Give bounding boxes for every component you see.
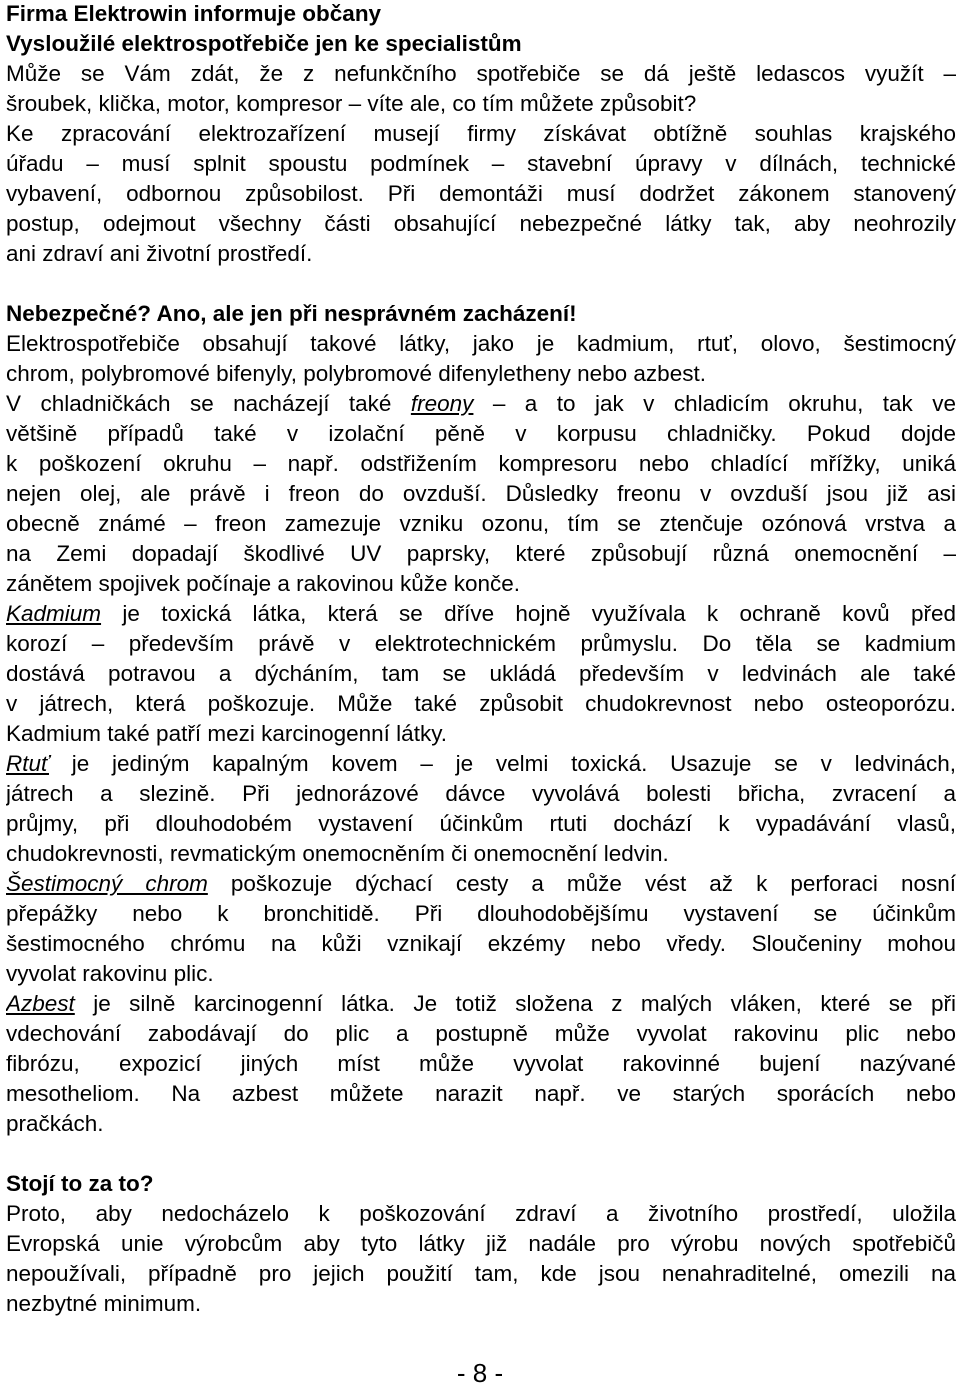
term-rtut: Rtuť (6, 751, 49, 776)
paragraph-azbest (6, 989, 956, 1139)
text-line: průjmy, při dlouhodobém vystavení účinkům rtuti dochází k vypadávání vlasů, (6, 811, 956, 836)
text-line: korozí – především právě v elektrotechnickém průmyslu. Do těla se kadmium (6, 631, 956, 656)
text-line: Ke zpracování elektrozařízení musejí firmy získávat obtížně souhlas krajského (6, 121, 956, 146)
text-line: vybavení, odbornou způsobilost. Při demontáži musí dodržet zákonem stanovený (6, 181, 956, 206)
text-line: přepážky nebo k bronchitidě. Při dlouhodobějšímu vystavení se účinkům (6, 901, 956, 926)
document-title: Firma Elektrowin informuje občany (6, 1, 382, 26)
text-line: fibrózu, expozicí jiných míst může vyvolat rakovinné bujení nazývané (6, 1051, 956, 1076)
text-line: Rtuť je jediným kapalným kovem – je velmi toxická. Usazuje se v ledvinách, (6, 751, 956, 776)
text-line: ani zdraví ani životní prostředí. (6, 241, 313, 266)
text-line: nejen olej, ale právě i freon do ovzduší. Důsledky freonu v ovzduší jsou již asi (6, 481, 956, 506)
section-heading-worth-it: Stojí to za to? (6, 1171, 154, 1196)
text-line: Proto, aby nedocházelo k poškozování zdraví a životního prostředí, uložila (6, 1201, 956, 1226)
text-line: mesotheliom. Na azbest můžete narazit např. ve starých sporácích nebo (6, 1081, 956, 1106)
text-line: na Zemi dopadají škodlivé UV paprsky, které způsobují různá onemocnění – (6, 541, 956, 566)
text-line: pračkách. (6, 1111, 104, 1136)
text-line: vdechování zabodávají do plic a postupně může vyvolat rakovinu plic nebo (6, 1021, 956, 1046)
text-line: chudokrevnosti, revmatickým onemocněním či onemocnění ledvin. (6, 841, 669, 866)
document-page (6, 0, 956, 1319)
text-line: Může se Vám zdát, že z nefunkčního spotřebiče se dá ještě ledascos využít – (6, 61, 956, 86)
text-line: Azbest je silně karcinogenní látka. Je totiž složena z malých vláken, které se při (6, 991, 956, 1016)
section-heading-dangerous: Nebezpečné? Ano, ale jen při nesprávném zacházení! (6, 301, 577, 326)
text-line: játrech a slezině. Při jednorázové dávce vyvolává bolesti břicha, zvracení a (6, 781, 956, 806)
text-line: Evropská unie výrobcům aby tyto látky již nadále pro výrobu nových spotřebičů (6, 1231, 956, 1256)
text-line: nezbytné minimum. (6, 1291, 202, 1316)
text-line: v játrech, která poškozuje. Může také způsobit chudokrevnost nebo osteoporózu. (6, 691, 956, 716)
paragraph-rtut (6, 749, 956, 869)
text-line: vyvolat rakovinu plic. (6, 961, 214, 986)
text-line: úřadu – musí splnit spoustu podmínek – stavební úpravy v dílnách, technické (6, 151, 956, 176)
text-line: zánětem spojivek počínaje a rakovinou kůže konče. (6, 571, 521, 596)
paragraph-freony (6, 389, 956, 599)
text-line: postup, odejmout všechny části obsahující nebezpečné látky tak, aby neohrozily (6, 211, 956, 236)
intro-paragraph (6, 59, 956, 269)
text-line: šroubek, klička, motor, kompresor – víte ale, co tím můžete způsobit? (6, 91, 697, 116)
term-chrom: Šestimocný chrom (6, 871, 208, 896)
term-azbest: Azbest (6, 991, 75, 1016)
term-freony: freony (410, 391, 474, 416)
text-line: Kadmium také patří mezi karcinogenní látky. (6, 721, 448, 746)
page-number: - 8 - (456, 1358, 504, 1388)
text-line: většině případů také v izolační pěně v korpusu chladničky. Pokud dojde (6, 421, 956, 446)
text-line: nepoužívali, případně pro jejich použití tam, kde jsou nenahraditelné, omezili na (6, 1261, 956, 1286)
text-line: obecně známé – freon zamezuje vzniku ozonu, tím se ztenčuje ozónová vrstva a (6, 511, 956, 536)
paragraph-chrom (6, 869, 956, 989)
text-line: Kadmium je toxická látka, která se dříve hojně využívala k ochraně kovů před (6, 601, 956, 626)
document-subtitle: Vysloužilé elektrospotřebiče jen ke specialistům (6, 31, 522, 56)
text-line: Elektrospotřebiče obsahují takové látky, jako je kadmium, rtuť, olovo, šestimocný (6, 331, 956, 356)
paragraph-kadmium (6, 599, 956, 749)
text-line: chrom, polybromové bifenyly, polybromové difenyletheny nebo azbest. (6, 361, 706, 386)
text-line: Šestimocný chrom poškozuje dýchací cesty a může vést až k perforaci nosní (6, 871, 956, 896)
text-line: dostává potravou a dýcháním, tam se ukládá především v ledvinách ale také (6, 661, 956, 686)
term-kadmium: Kadmium (6, 601, 102, 626)
text-line: V chladničkách se nacházejí také freony – a to jak v chladicím okruhu, tak ve (6, 391, 956, 416)
text-line: šestimocného chrómu na kůži vznikají ekzémy nebo vředy. Sloučeniny mohou (6, 931, 956, 956)
text-line: k poškození okruhu – např. odstřižením kompresoru nebo chladící mřížky, uniká (6, 451, 956, 476)
